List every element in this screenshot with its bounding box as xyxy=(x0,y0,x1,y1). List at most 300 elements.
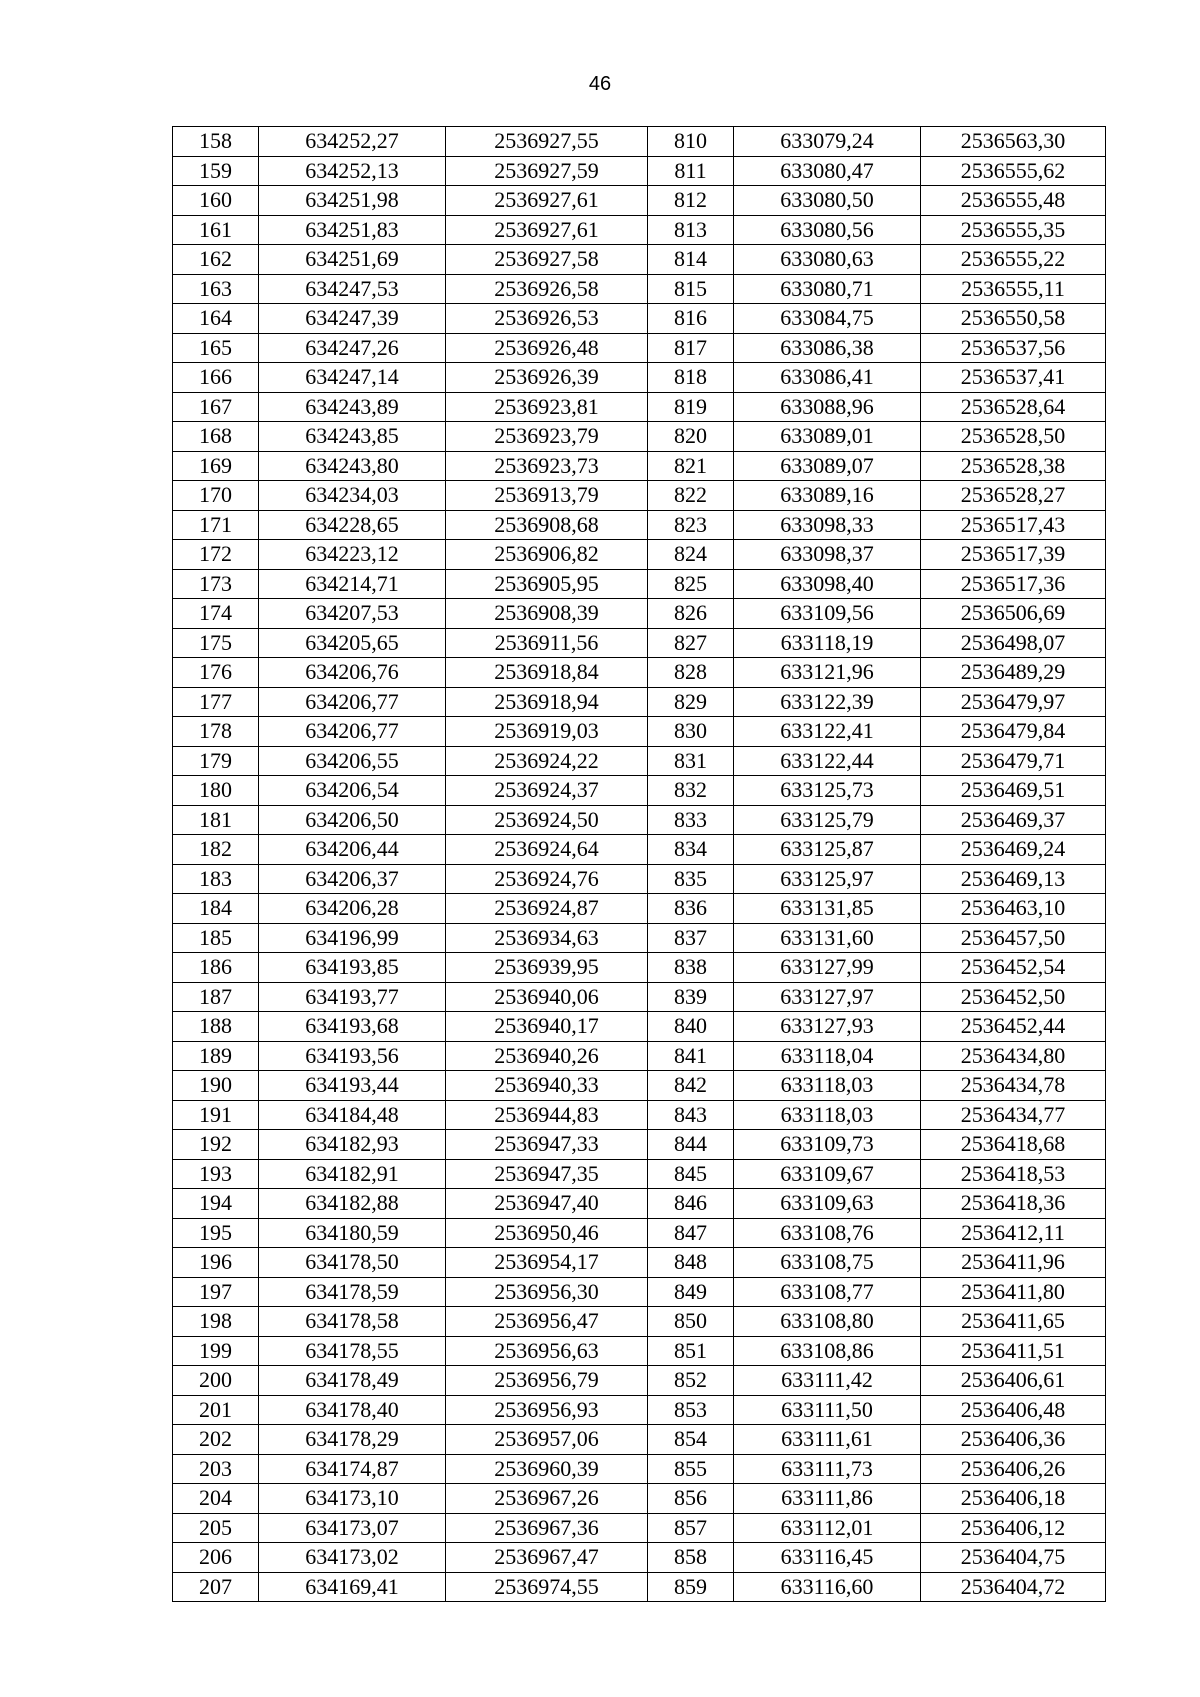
x-coordinate-cell: 633125,97 xyxy=(734,864,921,894)
point-number-cell: 183 xyxy=(173,864,259,894)
table-row xyxy=(173,363,1106,393)
y-coordinate-cell: 2536469,13 xyxy=(921,864,1106,894)
x-coordinate-cell: 633116,45 xyxy=(734,1543,921,1573)
x-coordinate-cell: 634178,49 xyxy=(259,1366,446,1396)
x-coordinate-cell: 633118,04 xyxy=(734,1041,921,1071)
x-coordinate-cell: 633080,50 xyxy=(734,186,921,216)
y-coordinate-cell: 2536517,43 xyxy=(921,510,1106,540)
x-coordinate-cell: 633111,61 xyxy=(734,1425,921,1455)
y-coordinate-cell: 2536927,59 xyxy=(446,156,648,186)
table-row xyxy=(173,1041,1106,1071)
point-number-cell: 834 xyxy=(648,835,734,865)
point-number-cell: 832 xyxy=(648,776,734,806)
y-coordinate-cell: 2536927,55 xyxy=(446,127,648,157)
y-coordinate-cell: 2536934,63 xyxy=(446,923,648,953)
y-coordinate-cell: 2536469,51 xyxy=(921,776,1106,806)
x-coordinate-cell: 633118,03 xyxy=(734,1071,921,1101)
table-row xyxy=(173,1395,1106,1425)
point-number-cell: 846 xyxy=(648,1189,734,1219)
x-coordinate-cell: 634178,59 xyxy=(259,1277,446,1307)
x-coordinate-cell: 633125,79 xyxy=(734,805,921,835)
x-coordinate-cell: 634251,83 xyxy=(259,215,446,245)
x-coordinate-cell: 634206,54 xyxy=(259,776,446,806)
x-coordinate-cell: 633098,40 xyxy=(734,569,921,599)
x-coordinate-cell: 634178,50 xyxy=(259,1248,446,1278)
y-coordinate-cell: 2536489,29 xyxy=(921,658,1106,688)
y-coordinate-cell: 2536940,26 xyxy=(446,1041,648,1071)
point-number-cell: 844 xyxy=(648,1130,734,1160)
table-row xyxy=(173,274,1106,304)
point-number-cell: 857 xyxy=(648,1513,734,1543)
y-coordinate-cell: 2536498,07 xyxy=(921,628,1106,658)
table-row xyxy=(173,835,1106,865)
point-number-cell: 831 xyxy=(648,746,734,776)
point-number-cell: 186 xyxy=(173,953,259,983)
y-coordinate-cell: 2536463,10 xyxy=(921,894,1106,924)
y-coordinate-cell: 2536923,73 xyxy=(446,451,648,481)
point-number-cell: 814 xyxy=(648,245,734,275)
x-coordinate-cell: 634251,69 xyxy=(259,245,446,275)
point-number-cell: 835 xyxy=(648,864,734,894)
x-coordinate-cell: 634223,12 xyxy=(259,540,446,570)
x-coordinate-cell: 633127,97 xyxy=(734,982,921,1012)
point-number-cell: 172 xyxy=(173,540,259,570)
y-coordinate-cell: 2536528,50 xyxy=(921,422,1106,452)
point-number-cell: 820 xyxy=(648,422,734,452)
x-coordinate-cell: 633131,85 xyxy=(734,894,921,924)
y-coordinate-cell: 2536406,61 xyxy=(921,1366,1106,1396)
page-number: 46 xyxy=(588,73,612,95)
x-coordinate-cell: 633122,44 xyxy=(734,746,921,776)
y-coordinate-cell: 2536924,50 xyxy=(446,805,648,835)
y-coordinate-cell: 2536950,46 xyxy=(446,1218,648,1248)
table-row xyxy=(173,923,1106,953)
y-coordinate-cell: 2536956,63 xyxy=(446,1336,648,1366)
point-number-cell: 169 xyxy=(173,451,259,481)
table-row xyxy=(173,1454,1106,1484)
x-coordinate-cell: 634247,39 xyxy=(259,304,446,334)
x-coordinate-cell: 633116,60 xyxy=(734,1572,921,1602)
x-coordinate-cell: 634206,77 xyxy=(259,717,446,747)
x-coordinate-cell: 634182,88 xyxy=(259,1189,446,1219)
point-number-cell: 158 xyxy=(173,127,259,157)
coordinates-table xyxy=(172,126,1106,1602)
table-row xyxy=(173,1484,1106,1514)
x-coordinate-cell: 634252,13 xyxy=(259,156,446,186)
point-number-cell: 168 xyxy=(173,422,259,452)
table-row xyxy=(173,776,1106,806)
y-coordinate-cell: 2536412,11 xyxy=(921,1218,1106,1248)
y-coordinate-cell: 2536919,03 xyxy=(446,717,648,747)
point-number-cell: 822 xyxy=(648,481,734,511)
point-number-cell: 824 xyxy=(648,540,734,570)
x-coordinate-cell: 633108,76 xyxy=(734,1218,921,1248)
point-number-cell: 854 xyxy=(648,1425,734,1455)
y-coordinate-cell: 2536923,79 xyxy=(446,422,648,452)
x-coordinate-cell: 634178,55 xyxy=(259,1336,446,1366)
y-coordinate-cell: 2536452,44 xyxy=(921,1012,1106,1042)
point-number-cell: 812 xyxy=(648,186,734,216)
point-number-cell: 825 xyxy=(648,569,734,599)
y-coordinate-cell: 2536406,48 xyxy=(921,1395,1106,1425)
point-number-cell: 182 xyxy=(173,835,259,865)
y-coordinate-cell: 2536563,30 xyxy=(921,127,1106,157)
x-coordinate-cell: 634193,68 xyxy=(259,1012,446,1042)
y-coordinate-cell: 2536911,56 xyxy=(446,628,648,658)
x-coordinate-cell: 634178,58 xyxy=(259,1307,446,1337)
point-number-cell: 843 xyxy=(648,1100,734,1130)
y-coordinate-cell: 2536908,39 xyxy=(446,599,648,629)
point-number-cell: 173 xyxy=(173,569,259,599)
y-coordinate-cell: 2536927,61 xyxy=(446,186,648,216)
table-row xyxy=(173,245,1106,275)
y-coordinate-cell: 2536926,39 xyxy=(446,363,648,393)
y-coordinate-cell: 2536974,55 xyxy=(446,1572,648,1602)
y-coordinate-cell: 2536940,17 xyxy=(446,1012,648,1042)
x-coordinate-cell: 634206,50 xyxy=(259,805,446,835)
table-row xyxy=(173,127,1106,157)
point-number-cell: 199 xyxy=(173,1336,259,1366)
y-coordinate-cell: 2536537,41 xyxy=(921,363,1106,393)
point-number-cell: 810 xyxy=(648,127,734,157)
point-number-cell: 853 xyxy=(648,1395,734,1425)
point-number-cell: 818 xyxy=(648,363,734,393)
y-coordinate-cell: 2536550,58 xyxy=(921,304,1106,334)
y-coordinate-cell: 2536927,61 xyxy=(446,215,648,245)
x-coordinate-cell: 633111,50 xyxy=(734,1395,921,1425)
point-number-cell: 826 xyxy=(648,599,734,629)
x-coordinate-cell: 633088,96 xyxy=(734,392,921,422)
x-coordinate-cell: 634243,89 xyxy=(259,392,446,422)
point-number-cell: 176 xyxy=(173,658,259,688)
point-number-cell: 842 xyxy=(648,1071,734,1101)
y-coordinate-cell: 2536555,22 xyxy=(921,245,1106,275)
y-coordinate-cell: 2536956,47 xyxy=(446,1307,648,1337)
point-number-cell: 181 xyxy=(173,805,259,835)
y-coordinate-cell: 2536957,06 xyxy=(446,1425,648,1455)
x-coordinate-cell: 634206,37 xyxy=(259,864,446,894)
point-number-cell: 840 xyxy=(648,1012,734,1042)
point-number-cell: 836 xyxy=(648,894,734,924)
table-row xyxy=(173,1572,1106,1602)
y-coordinate-cell: 2536406,18 xyxy=(921,1484,1106,1514)
x-coordinate-cell: 633109,63 xyxy=(734,1189,921,1219)
x-coordinate-cell: 633098,33 xyxy=(734,510,921,540)
x-coordinate-cell: 633111,73 xyxy=(734,1454,921,1484)
table-row xyxy=(173,1336,1106,1366)
x-coordinate-cell: 633118,03 xyxy=(734,1100,921,1130)
y-coordinate-cell: 2536404,72 xyxy=(921,1572,1106,1602)
x-coordinate-cell: 633109,67 xyxy=(734,1159,921,1189)
y-coordinate-cell: 2536926,53 xyxy=(446,304,648,334)
table-row xyxy=(173,1425,1106,1455)
x-coordinate-cell: 633109,73 xyxy=(734,1130,921,1160)
point-number-cell: 203 xyxy=(173,1454,259,1484)
y-coordinate-cell: 2536418,36 xyxy=(921,1189,1106,1219)
y-coordinate-cell: 2536479,97 xyxy=(921,687,1106,717)
x-coordinate-cell: 633108,75 xyxy=(734,1248,921,1278)
x-coordinate-cell: 634247,53 xyxy=(259,274,446,304)
x-coordinate-cell: 633086,41 xyxy=(734,363,921,393)
x-coordinate-cell: 633108,77 xyxy=(734,1277,921,1307)
point-number-cell: 184 xyxy=(173,894,259,924)
table-row xyxy=(173,1277,1106,1307)
point-number-cell: 816 xyxy=(648,304,734,334)
table-row xyxy=(173,451,1106,481)
y-coordinate-cell: 2536954,17 xyxy=(446,1248,648,1278)
table-row xyxy=(173,215,1106,245)
point-number-cell: 189 xyxy=(173,1041,259,1071)
x-coordinate-cell: 633111,42 xyxy=(734,1366,921,1396)
table-row xyxy=(173,1159,1106,1189)
x-coordinate-cell: 633122,41 xyxy=(734,717,921,747)
x-coordinate-cell: 634207,53 xyxy=(259,599,446,629)
x-coordinate-cell: 634205,65 xyxy=(259,628,446,658)
y-coordinate-cell: 2536528,38 xyxy=(921,451,1106,481)
table-row xyxy=(173,864,1106,894)
x-coordinate-cell: 633121,96 xyxy=(734,658,921,688)
x-coordinate-cell: 634206,28 xyxy=(259,894,446,924)
y-coordinate-cell: 2536457,50 xyxy=(921,923,1106,953)
y-coordinate-cell: 2536406,36 xyxy=(921,1425,1106,1455)
x-coordinate-cell: 634234,03 xyxy=(259,481,446,511)
point-number-cell: 196 xyxy=(173,1248,259,1278)
point-number-cell: 179 xyxy=(173,746,259,776)
x-coordinate-cell: 633131,60 xyxy=(734,923,921,953)
point-number-cell: 849 xyxy=(648,1277,734,1307)
x-coordinate-cell: 634182,91 xyxy=(259,1159,446,1189)
table-row xyxy=(173,953,1106,983)
point-number-cell: 180 xyxy=(173,776,259,806)
point-number-cell: 171 xyxy=(173,510,259,540)
x-coordinate-cell: 634193,44 xyxy=(259,1071,446,1101)
y-coordinate-cell: 2536924,76 xyxy=(446,864,648,894)
y-coordinate-cell: 2536555,11 xyxy=(921,274,1106,304)
point-number-cell: 847 xyxy=(648,1218,734,1248)
x-coordinate-cell: 634206,76 xyxy=(259,658,446,688)
point-number-cell: 175 xyxy=(173,628,259,658)
x-coordinate-cell: 634247,14 xyxy=(259,363,446,393)
x-coordinate-cell: 633108,86 xyxy=(734,1336,921,1366)
x-coordinate-cell: 634173,10 xyxy=(259,1484,446,1514)
point-number-cell: 815 xyxy=(648,274,734,304)
x-coordinate-cell: 633125,73 xyxy=(734,776,921,806)
y-coordinate-cell: 2536956,79 xyxy=(446,1366,648,1396)
table-row xyxy=(173,717,1106,747)
point-number-cell: 852 xyxy=(648,1366,734,1396)
y-coordinate-cell: 2536537,56 xyxy=(921,333,1106,363)
x-coordinate-cell: 634193,77 xyxy=(259,982,446,1012)
y-coordinate-cell: 2536418,68 xyxy=(921,1130,1106,1160)
point-number-cell: 850 xyxy=(648,1307,734,1337)
point-number-cell: 827 xyxy=(648,628,734,658)
point-number-cell: 174 xyxy=(173,599,259,629)
y-coordinate-cell: 2536411,65 xyxy=(921,1307,1106,1337)
x-coordinate-cell: 634169,41 xyxy=(259,1572,446,1602)
table-row xyxy=(173,1366,1106,1396)
point-number-cell: 198 xyxy=(173,1307,259,1337)
point-number-cell: 178 xyxy=(173,717,259,747)
point-number-cell: 839 xyxy=(648,982,734,1012)
y-coordinate-cell: 2536406,12 xyxy=(921,1513,1106,1543)
y-coordinate-cell: 2536918,94 xyxy=(446,687,648,717)
y-coordinate-cell: 2536528,64 xyxy=(921,392,1106,422)
point-number-cell: 823 xyxy=(648,510,734,540)
table-row xyxy=(173,540,1106,570)
point-number-cell: 828 xyxy=(648,658,734,688)
y-coordinate-cell: 2536924,87 xyxy=(446,894,648,924)
y-coordinate-cell: 2536506,69 xyxy=(921,599,1106,629)
table-row xyxy=(173,1071,1106,1101)
point-number-cell: 856 xyxy=(648,1484,734,1514)
point-number-cell: 202 xyxy=(173,1425,259,1455)
x-coordinate-cell: 634178,40 xyxy=(259,1395,446,1425)
point-number-cell: 813 xyxy=(648,215,734,245)
point-number-cell: 161 xyxy=(173,215,259,245)
y-coordinate-cell: 2536947,35 xyxy=(446,1159,648,1189)
x-coordinate-cell: 633089,07 xyxy=(734,451,921,481)
point-number-cell: 165 xyxy=(173,333,259,363)
table-row xyxy=(173,1248,1106,1278)
point-number-cell: 197 xyxy=(173,1277,259,1307)
y-coordinate-cell: 2536906,82 xyxy=(446,540,648,570)
y-coordinate-cell: 2536913,79 xyxy=(446,481,648,511)
point-number-cell: 187 xyxy=(173,982,259,1012)
y-coordinate-cell: 2536926,58 xyxy=(446,274,648,304)
y-coordinate-cell: 2536947,40 xyxy=(446,1189,648,1219)
x-coordinate-cell: 633118,19 xyxy=(734,628,921,658)
y-coordinate-cell: 2536960,39 xyxy=(446,1454,648,1484)
x-coordinate-cell: 634173,02 xyxy=(259,1543,446,1573)
point-number-cell: 204 xyxy=(173,1484,259,1514)
point-number-cell: 170 xyxy=(173,481,259,511)
y-coordinate-cell: 2536967,47 xyxy=(446,1543,648,1573)
point-number-cell: 201 xyxy=(173,1395,259,1425)
y-coordinate-cell: 2536939,95 xyxy=(446,953,648,983)
y-coordinate-cell: 2536967,36 xyxy=(446,1513,648,1543)
point-number-cell: 833 xyxy=(648,805,734,835)
table-row xyxy=(173,510,1106,540)
y-coordinate-cell: 2536406,26 xyxy=(921,1454,1106,1484)
x-coordinate-cell: 634173,07 xyxy=(259,1513,446,1543)
table-row xyxy=(173,687,1106,717)
point-number-cell: 194 xyxy=(173,1189,259,1219)
point-number-cell: 162 xyxy=(173,245,259,275)
point-number-cell: 195 xyxy=(173,1218,259,1248)
y-coordinate-cell: 2536956,93 xyxy=(446,1395,648,1425)
table-row xyxy=(173,304,1106,334)
x-coordinate-cell: 634184,48 xyxy=(259,1100,446,1130)
y-coordinate-cell: 2536418,53 xyxy=(921,1159,1106,1189)
x-coordinate-cell: 633089,16 xyxy=(734,481,921,511)
x-coordinate-cell: 633086,38 xyxy=(734,333,921,363)
point-number-cell: 851 xyxy=(648,1336,734,1366)
table-row xyxy=(173,894,1106,924)
table-row xyxy=(173,1189,1106,1219)
y-coordinate-cell: 2536944,83 xyxy=(446,1100,648,1130)
point-number-cell: 188 xyxy=(173,1012,259,1042)
x-coordinate-cell: 633080,63 xyxy=(734,245,921,275)
y-coordinate-cell: 2536924,64 xyxy=(446,835,648,865)
y-coordinate-cell: 2536528,27 xyxy=(921,481,1106,511)
x-coordinate-cell: 633122,39 xyxy=(734,687,921,717)
table-row xyxy=(173,1130,1106,1160)
point-number-cell: 829 xyxy=(648,687,734,717)
x-coordinate-cell: 633098,37 xyxy=(734,540,921,570)
table-row xyxy=(173,1100,1106,1130)
table-row xyxy=(173,805,1106,835)
y-coordinate-cell: 2536905,95 xyxy=(446,569,648,599)
point-number-cell: 200 xyxy=(173,1366,259,1396)
table-row xyxy=(173,982,1106,1012)
y-coordinate-cell: 2536923,81 xyxy=(446,392,648,422)
y-coordinate-cell: 2536555,62 xyxy=(921,156,1106,186)
table-row xyxy=(173,422,1106,452)
y-coordinate-cell: 2536411,96 xyxy=(921,1248,1106,1278)
x-coordinate-cell: 633127,93 xyxy=(734,1012,921,1042)
y-coordinate-cell: 2536434,78 xyxy=(921,1071,1106,1101)
x-coordinate-cell: 633112,01 xyxy=(734,1513,921,1543)
x-coordinate-cell: 634206,77 xyxy=(259,687,446,717)
y-coordinate-cell: 2536434,80 xyxy=(921,1041,1106,1071)
table-row xyxy=(173,628,1106,658)
point-number-cell: 841 xyxy=(648,1041,734,1071)
y-coordinate-cell: 2536404,75 xyxy=(921,1543,1106,1573)
y-coordinate-cell: 2536452,50 xyxy=(921,982,1106,1012)
y-coordinate-cell: 2536940,33 xyxy=(446,1071,648,1101)
point-number-cell: 192 xyxy=(173,1130,259,1160)
x-coordinate-cell: 634178,29 xyxy=(259,1425,446,1455)
x-coordinate-cell: 634247,26 xyxy=(259,333,446,363)
y-coordinate-cell: 2536479,84 xyxy=(921,717,1106,747)
point-number-cell: 859 xyxy=(648,1572,734,1602)
point-number-cell: 177 xyxy=(173,687,259,717)
point-number-cell: 205 xyxy=(173,1513,259,1543)
point-number-cell: 193 xyxy=(173,1159,259,1189)
x-coordinate-cell: 634196,99 xyxy=(259,923,446,953)
x-coordinate-cell: 633108,80 xyxy=(734,1307,921,1337)
point-number-cell: 163 xyxy=(173,274,259,304)
x-coordinate-cell: 633080,47 xyxy=(734,156,921,186)
x-coordinate-cell: 633125,87 xyxy=(734,835,921,865)
x-coordinate-cell: 634174,87 xyxy=(259,1454,446,1484)
y-coordinate-cell: 2536517,36 xyxy=(921,569,1106,599)
y-coordinate-cell: 2536555,35 xyxy=(921,215,1106,245)
table-row xyxy=(173,481,1106,511)
point-number-cell: 819 xyxy=(648,392,734,422)
point-number-cell: 166 xyxy=(173,363,259,393)
x-coordinate-cell: 634180,59 xyxy=(259,1218,446,1248)
table-row xyxy=(173,746,1106,776)
x-coordinate-cell: 634206,44 xyxy=(259,835,446,865)
point-number-cell: 855 xyxy=(648,1454,734,1484)
x-coordinate-cell: 634182,93 xyxy=(259,1130,446,1160)
x-coordinate-cell: 633079,24 xyxy=(734,127,921,157)
table-row xyxy=(173,392,1106,422)
x-coordinate-cell: 634193,56 xyxy=(259,1041,446,1071)
x-coordinate-cell: 633127,99 xyxy=(734,953,921,983)
x-coordinate-cell: 633109,56 xyxy=(734,599,921,629)
y-coordinate-cell: 2536469,24 xyxy=(921,835,1106,865)
table-row xyxy=(173,1543,1106,1573)
y-coordinate-cell: 2536517,39 xyxy=(921,540,1106,570)
y-coordinate-cell: 2536926,48 xyxy=(446,333,648,363)
y-coordinate-cell: 2536479,71 xyxy=(921,746,1106,776)
x-coordinate-cell: 633089,01 xyxy=(734,422,921,452)
y-coordinate-cell: 2536940,06 xyxy=(446,982,648,1012)
y-coordinate-cell: 2536927,58 xyxy=(446,245,648,275)
point-number-cell: 164 xyxy=(173,304,259,334)
